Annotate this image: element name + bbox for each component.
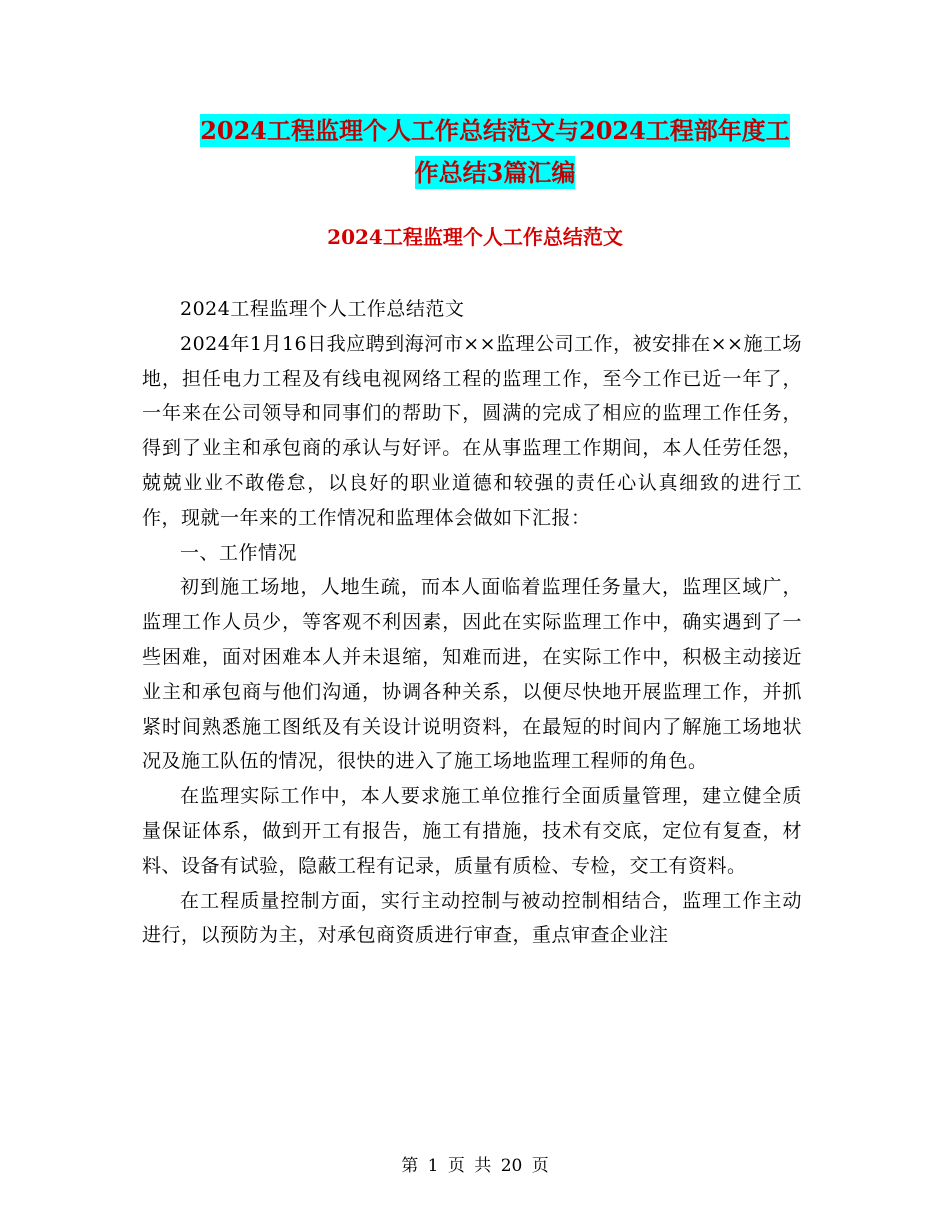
paragraph: 初到施工场地，人地生疏，而本人面临着监理任务量大，监理区域广，监理工作人员少，等客观不利因素，因此在实际监理工作中，确实遇到了一些困难，面对困难本人并未退缩，知难而进，在实际工作中，积极主动接近业主和承包商与他们沟通，协调各种关系，以便尽快地开展监理工作，并抓紧时间熟悉施工图纸及有关设计说明资料，在最短的时间内了解施工场地状况及施工队伍的情况，很快的进入了施工场地监理工程师的角色。 (142, 576, 802, 773)
paragraph: 2024工程监理个人工作总结范文 (180, 298, 465, 320)
page-footer: 第 1 页 共 20 页 (401, 1156, 549, 1176)
section-title: 2024工程监理个人工作总结范文 (327, 225, 623, 249)
document-body (142, 292, 802, 953)
document-title-line-2: 作总结3篇汇编 (414, 158, 576, 187)
paragraph-heading: 一、工作情况 (180, 541, 298, 564)
paragraph: 2024年1月16日我应聘到海河市××监理公司工作，被安排在××施工场地，担任电力工程及有线电视网络工程的监理工作，至今工作已近一年了，一年来在公司领导和同事们的帮助下，圆满的完成了相应的监理工作任务，得到了业主和承包商的承认与好评。在从事监理工作期间，本人任劳任怨，兢兢业业不敢倦怠，以良好的职业道德和较强的责任心认真细致的进行工作，现就一年来的工作情况和监理体会做如下汇报： (142, 332, 802, 529)
document-title (150, 110, 840, 194)
paragraph: 在工程质量控制方面，实行主动控制与被动控制相结合，监理工作主动进行，以预防为主，对承包商资质进行审查，重点审查企业注 (142, 889, 802, 947)
document-title-line-1: 2024工程监理个人工作总结范文与2024工程部年度工 (200, 116, 790, 145)
paragraph: 在监理实际工作中，本人要求施工单位推行全面质量管理，建立健全质量保证体系，做到开工有报告，施工有措施，技术有交底，定位有复查，材料、设备有试验，隐蔽工程有记录，质量有质检、专检，交工有资料。 (142, 785, 802, 877)
